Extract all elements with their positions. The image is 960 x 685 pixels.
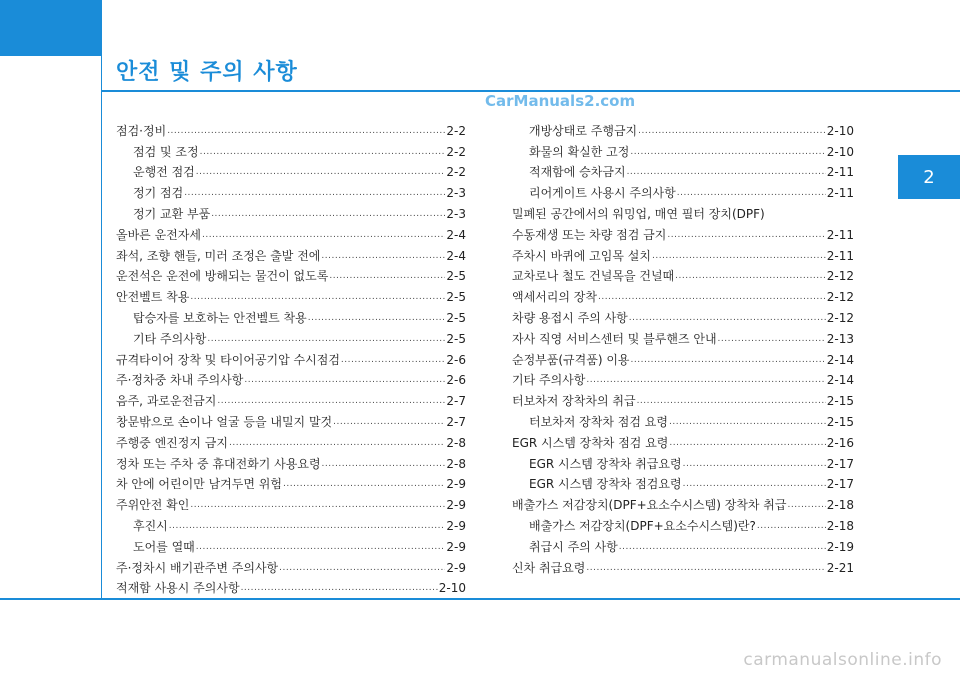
toc-entry-page: 2-21 <box>826 560 854 575</box>
toc-entry[interactable] <box>116 367 466 388</box>
toc-entry-page: 2-10 <box>826 144 854 159</box>
toc-leader-dots <box>196 540 446 554</box>
toc-entry-title: 액세서리의 장착 <box>512 290 597 305</box>
toc-entry-title: 기타 주의사항 <box>133 331 207 346</box>
toc-entry[interactable] <box>512 408 854 429</box>
toc-entry-page: 2-12 <box>826 269 854 284</box>
toc-entry[interactable] <box>512 491 854 512</box>
toc-leader-dots <box>718 332 826 346</box>
toc-entry-page: 2-17 <box>826 477 854 492</box>
toc-entry[interactable] <box>512 179 854 200</box>
toc-entry-title: 배출가스 저감장치(DPF+요소수시스템)란? <box>529 518 756 533</box>
toc-entry[interactable] <box>512 367 854 388</box>
toc-entry[interactable] <box>116 450 466 471</box>
toc-leader-dots <box>619 540 826 554</box>
toc-entry-page: 2-3 <box>446 206 466 221</box>
toc-entry-page: 2-12 <box>826 290 854 305</box>
toc-entry-title: 주·정차시 배기관주변 주의사항 <box>116 560 279 575</box>
toc-leader-dots <box>279 561 445 575</box>
toc-entry-page: 2-14 <box>826 373 854 388</box>
toc-entry-title: 정기 교환 부품 <box>133 206 211 221</box>
toc-entry[interactable] <box>116 283 466 304</box>
toc-entry[interactable] <box>116 429 466 450</box>
toc-leader-dots <box>586 561 825 575</box>
toc-leader-dots <box>630 145 825 159</box>
toc-entry-title: 차 안에 어린이만 남겨두면 위험 <box>116 477 282 492</box>
toc-entry-page: 2-7 <box>446 414 466 429</box>
toc-entry-page: 2-9 <box>446 560 466 575</box>
toc-entry-page: 2-6 <box>446 352 466 367</box>
toc-leader-dots <box>629 311 826 325</box>
toc-entry[interactable] <box>116 554 466 575</box>
toc-entry-title: 적재함 사용시 주의사항 <box>116 581 240 596</box>
toc-entry-title: 점검·정비 <box>116 123 167 138</box>
toc-leader-dots <box>627 165 826 179</box>
toc-leader-dots <box>202 228 445 242</box>
toc-entry-title: 순정부품(규격품) 이용 <box>512 352 630 367</box>
toc-leader-dots <box>757 519 826 533</box>
toc-column-left <box>116 117 466 595</box>
toc-entry-title: 개방상태로 주행금지 <box>529 123 638 138</box>
toc-entry-page: 2-11 <box>826 248 854 263</box>
toc-entry-page: 2-8 <box>446 456 466 471</box>
toc-entry-title: 점검 및 조정 <box>133 144 199 159</box>
toc-entry-title: EGR 시스템 장착차 점검 요령 <box>512 435 669 450</box>
toc-leader-dots <box>341 353 445 367</box>
toc-entry-title: 후진시 <box>133 518 168 533</box>
toc-entry[interactable] <box>512 242 854 263</box>
toc-leader-dots <box>667 228 825 242</box>
toc-leader-dots <box>669 436 825 450</box>
toc-entry-page: 2-2 <box>446 144 466 159</box>
toc-leader-dots <box>200 145 446 159</box>
toc-entry-title: 음주, 과로운전금지 <box>116 394 217 409</box>
toc-entry[interactable] <box>512 117 854 138</box>
toc-entry-title: 터보차저 장착차 점검 요령 <box>529 414 668 429</box>
toc-leader-dots <box>207 332 445 346</box>
toc-entry[interactable] <box>512 200 854 221</box>
toc-entry-page: 2-10 <box>438 581 466 596</box>
toc-entry-page: 2-9 <box>446 477 466 492</box>
toc-entry[interactable] <box>116 263 466 284</box>
toc-entry-title: EGR 시스템 장착차 취급요령 <box>529 456 682 471</box>
toc-entry-page: 2-3 <box>446 186 466 201</box>
toc-entry-title: 밀폐된 공간에서의 워밍업, 매연 필터 장치(DPF) <box>512 206 765 221</box>
toc-leader-dots <box>244 373 445 387</box>
toc-leader-dots <box>322 457 446 471</box>
toc-entry[interactable] <box>116 304 466 325</box>
toc-leader-dots <box>167 124 445 138</box>
toc-entry-title: 주·정차중 차내 주의사항 <box>116 373 244 388</box>
toc-leader-dots <box>675 269 826 283</box>
toc-entry-page: 2-10 <box>826 123 854 138</box>
toc-entry-title: 리어게이트 사용시 주의사항 <box>529 186 676 201</box>
toc-entry-page: 2-5 <box>446 331 466 346</box>
toc-entry-title: 좌석, 조향 핸들, 미러 조정은 출발 전에 <box>116 248 321 263</box>
toc-entry-title: 취급시 주의 사항 <box>529 539 618 554</box>
toc-entry-page: 2-15 <box>826 414 854 429</box>
toc-column-right <box>512 117 854 575</box>
toc-entry-page: 2-11 <box>826 227 854 242</box>
chapter-tab[interactable]: 2 <box>898 155 960 199</box>
toc-entry-title: 차량 용접시 주의 사항 <box>512 310 628 325</box>
toc-entry-page: 2-19 <box>826 539 854 554</box>
toc-entry-title: 주위안전 확인 <box>116 498 190 513</box>
toc-leader-dots <box>683 477 826 491</box>
toc-entry-title: 운행전 점검 <box>133 165 195 180</box>
toc-entry[interactable] <box>512 304 854 325</box>
toc-entry-title: 터보차저 장착차의 취급 <box>512 394 636 409</box>
toc-entry-page: 2-17 <box>826 456 854 471</box>
toc-leader-dots <box>190 290 445 304</box>
toc-entry[interactable] <box>512 512 854 533</box>
toc-leader-dots <box>586 373 825 387</box>
toc-leader-dots <box>283 477 445 491</box>
toc-leader-dots <box>677 186 826 200</box>
toc-leader-dots <box>638 124 826 138</box>
toc-entry-page: 2-5 <box>446 269 466 284</box>
toc-entry[interactable] <box>512 533 854 554</box>
toc-entry[interactable] <box>512 387 854 408</box>
toc-entry[interactable] <box>116 325 466 346</box>
toc-entry[interactable] <box>512 346 854 367</box>
toc-entry-page: 2-7 <box>446 394 466 409</box>
toc-leader-dots <box>652 249 826 263</box>
toc-entry[interactable] <box>512 325 854 346</box>
toc-entry-page: 2-18 <box>826 518 854 533</box>
toc-entry-page: 2-2 <box>446 123 466 138</box>
toc-entry[interactable] <box>512 138 854 159</box>
toc-entry-page: 2-5 <box>446 290 466 305</box>
toc-leader-dots <box>229 436 445 450</box>
toc-entry[interactable] <box>116 512 466 533</box>
header-accent-block <box>0 0 102 56</box>
toc-entry-page: 2-8 <box>446 435 466 450</box>
toc-entry-title: 수동재생 또는 차량 점검 금지 <box>512 227 667 242</box>
toc-leader-dots <box>637 394 826 408</box>
toc-entry[interactable] <box>116 179 466 200</box>
toc-entry-title: 적재함에 승차금지 <box>529 165 626 180</box>
toc-entry-page: 2-18 <box>826 498 854 513</box>
toc-entry-title: 화물의 확실한 고정 <box>529 144 630 159</box>
toc-entry-title: 기타 주의사항 <box>512 373 586 388</box>
toc-leader-dots <box>321 249 445 263</box>
watermark-text: CarManuals2.com <box>485 92 636 110</box>
toc-entry-title: 교차로나 철도 건널목을 건널때 <box>512 269 675 284</box>
toc-entry-page: 2-16 <box>826 435 854 450</box>
toc-leader-dots <box>788 498 826 512</box>
toc-entry-title: 정기 점검 <box>133 186 184 201</box>
toc-entry[interactable] <box>512 450 854 471</box>
toc-entry-title: EGR 시스템 장착차 점검요령 <box>529 477 682 492</box>
toc-leader-dots <box>196 165 446 179</box>
toc-leader-dots <box>329 269 445 283</box>
toc-leader-dots <box>169 519 446 533</box>
toc-entry-page: 2-11 <box>826 186 854 201</box>
toc-entry-page: 2-6 <box>446 373 466 388</box>
toc-entry[interactable] <box>116 138 466 159</box>
toc-leader-dots <box>333 415 445 429</box>
toc-entry-title: 도어를 열때 <box>133 539 195 554</box>
toc-leader-dots <box>598 290 826 304</box>
toc-entry[interactable] <box>116 117 466 138</box>
toc-entry[interactable] <box>116 200 466 221</box>
toc-leader-dots <box>184 186 445 200</box>
toc-entry-page: 2-15 <box>826 394 854 409</box>
toc-entry[interactable] <box>116 471 466 492</box>
toc-entry-title: 주행중 엔진정지 금지 <box>116 435 228 450</box>
toc-entry-title: 안전벨트 착용 <box>116 290 190 305</box>
toc-entry-title: 신차 취급요령 <box>512 560 586 575</box>
toc-entry-page: 2-12 <box>826 310 854 325</box>
toc-entry-title: 자사 직영 서비스센터 및 블루핸즈 안내 <box>512 331 717 346</box>
toc-entry-page: 2-9 <box>446 518 466 533</box>
toc-entry-page: 2-5 <box>446 310 466 325</box>
bottom-divider <box>0 598 960 600</box>
toc-entry-page: 2-11 <box>826 165 854 180</box>
toc-entry-page: 2-13 <box>826 331 854 346</box>
toc-entry-page: 2-4 <box>446 227 466 242</box>
toc-leader-dots <box>669 415 826 429</box>
toc-entry-title: 정차 또는 주차 중 휴대전화기 사용요령 <box>116 456 321 471</box>
toc-entry[interactable] <box>512 554 854 575</box>
toc-leader-dots <box>241 581 438 595</box>
toc-entry-page: 2-4 <box>446 248 466 263</box>
toc-leader-dots <box>631 353 826 367</box>
toc-entry[interactable] <box>116 387 466 408</box>
toc-entry[interactable] <box>512 283 854 304</box>
toc-entry[interactable] <box>116 575 466 596</box>
toc-entry-page: 2-14 <box>826 352 854 367</box>
toc-leader-dots <box>683 457 826 471</box>
toc-entry-title: 운전석은 운전에 방해되는 물건이 없도록 <box>116 269 329 284</box>
toc-entry-title: 배출가스 저감장치(DPF+요소수시스템) 장착차 취급 <box>512 498 787 513</box>
toc-entry[interactable] <box>512 221 854 242</box>
toc-entry-title: 창문밖으로 손이나 얼굴 등을 내밀지 말것 <box>116 414 333 429</box>
toc-entry[interactable] <box>512 471 854 492</box>
toc-entry-page: 2-9 <box>446 539 466 554</box>
toc-entry[interactable] <box>116 242 466 263</box>
toc-entry-title: 올바른 운전자세 <box>116 227 201 242</box>
toc-leader-dots <box>190 498 445 512</box>
toc-leader-dots <box>211 207 445 221</box>
toc-entry[interactable] <box>116 533 466 554</box>
toc-entry[interactable] <box>116 221 466 242</box>
toc-entry[interactable] <box>512 263 854 284</box>
toc-entry[interactable] <box>512 429 854 450</box>
toc-entry[interactable] <box>116 408 466 429</box>
toc-entry[interactable] <box>512 159 854 180</box>
toc-entry-page: 2-2 <box>446 165 466 180</box>
toc-entry-page: 2-9 <box>446 498 466 513</box>
toc-leader-dots <box>308 311 446 325</box>
toc-entry[interactable] <box>116 159 466 180</box>
toc-leader-dots <box>217 394 445 408</box>
toc-entry[interactable] <box>116 491 466 512</box>
toc-entry-title: 탑승자를 보호하는 안전벨트 착용 <box>133 310 307 325</box>
footer-watermark: carmanualsonline.info <box>743 650 942 670</box>
toc-entry-title: 주차시 바퀴에 고임목 설치 <box>512 248 651 263</box>
toc-entry-title: 규격타이어 장착 및 타이어공기압 수시점검 <box>116 352 340 367</box>
page-title: 안전 및 주의 사항 <box>116 60 298 85</box>
toc-entry[interactable] <box>116 346 466 367</box>
